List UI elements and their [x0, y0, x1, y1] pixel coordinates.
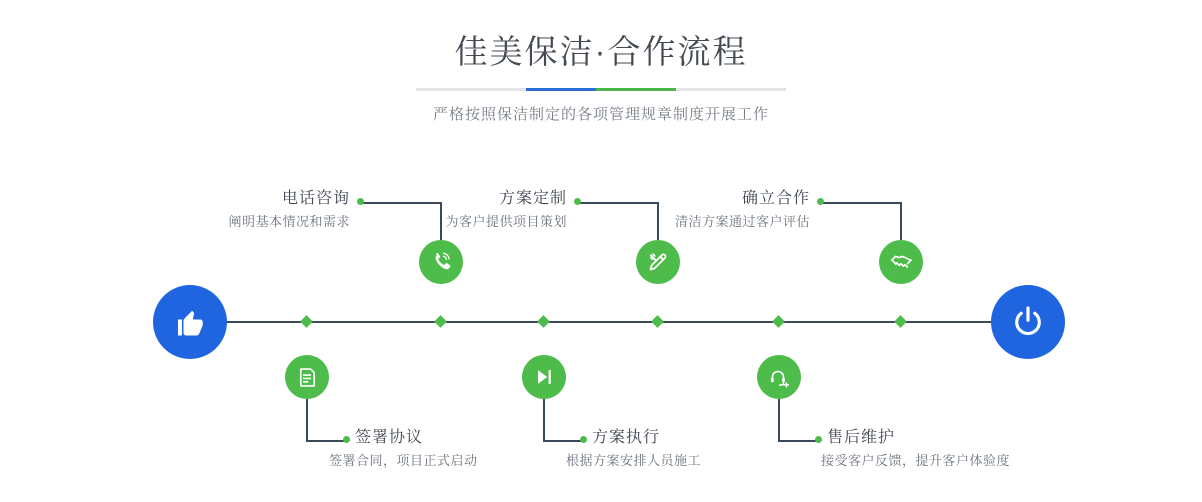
step-title-6: 售后维护 [827, 429, 896, 446]
step-desc-1: 阐明基本情况和需求 [228, 214, 350, 229]
step-connector-2-vertical [306, 399, 308, 441]
step-connector-4-vertical [543, 399, 545, 441]
thumbs-up-icon [173, 305, 207, 339]
step-connector-4-horizontal [543, 440, 583, 442]
page-title: 佳美保洁·合作流程 [454, 33, 748, 70]
pencil-ruler-icon [646, 250, 670, 274]
step-desc-3: 为客户提供项目策划 [445, 214, 567, 229]
step-title-4: 方案执行 [592, 429, 661, 446]
step-desc-6: 接受客户反馈，提升客户体验度 [821, 453, 1011, 468]
step-label-5 [513, 188, 810, 232]
step-desc-2: 签署合同，项目正式启动 [329, 453, 478, 468]
phone-call-icon [429, 250, 453, 274]
step-marker-3 [651, 315, 664, 328]
step-node-2[interactable] [285, 355, 329, 399]
play-forward-icon [533, 366, 555, 388]
step-title-1: 电话咨询 [281, 190, 350, 207]
step-desc-5: 清洁方案通过客户评估 [674, 214, 810, 229]
step-desc-4: 根据方案安排人员施工 [566, 453, 702, 468]
step-dot-2 [343, 436, 350, 443]
step-node-3[interactable] [636, 240, 680, 284]
step-dot-6 [815, 436, 822, 443]
power-icon [1010, 304, 1046, 340]
step-marker-1 [434, 315, 447, 328]
step-connector-6-horizontal [778, 440, 818, 442]
step-node-1[interactable] [419, 240, 463, 284]
step-title-2: 签署协议 [355, 429, 424, 446]
step-connector-6-vertical [778, 399, 780, 441]
step-dot-4 [580, 436, 587, 443]
step-connector-5-vertical [900, 202, 902, 240]
step-node-6[interactable] [757, 355, 801, 399]
step-marker-4 [537, 315, 550, 328]
step-title-3: 方案定制 [498, 190, 567, 207]
step-node-5[interactable] [879, 240, 923, 284]
step-connector-5-horizontal [821, 202, 901, 204]
step-title-5: 确立合作 [741, 190, 810, 207]
page-subtitle: 严格按照保洁制定的各项管理规章制度开展工作 [432, 106, 769, 123]
step-node-4[interactable] [522, 355, 566, 399]
step-marker-2 [300, 315, 313, 328]
step-dot-5 [817, 198, 824, 205]
step-marker-5 [894, 315, 907, 328]
step-label-6 [821, 427, 1167, 471]
step-marker-6 [772, 315, 785, 328]
flow-start-badge [153, 285, 227, 359]
headset-support-icon [768, 366, 791, 389]
handshake-icon [889, 250, 914, 275]
step-connector-2-horizontal [306, 440, 346, 442]
document-edit-icon [296, 366, 319, 389]
flow-end-badge [991, 285, 1065, 359]
